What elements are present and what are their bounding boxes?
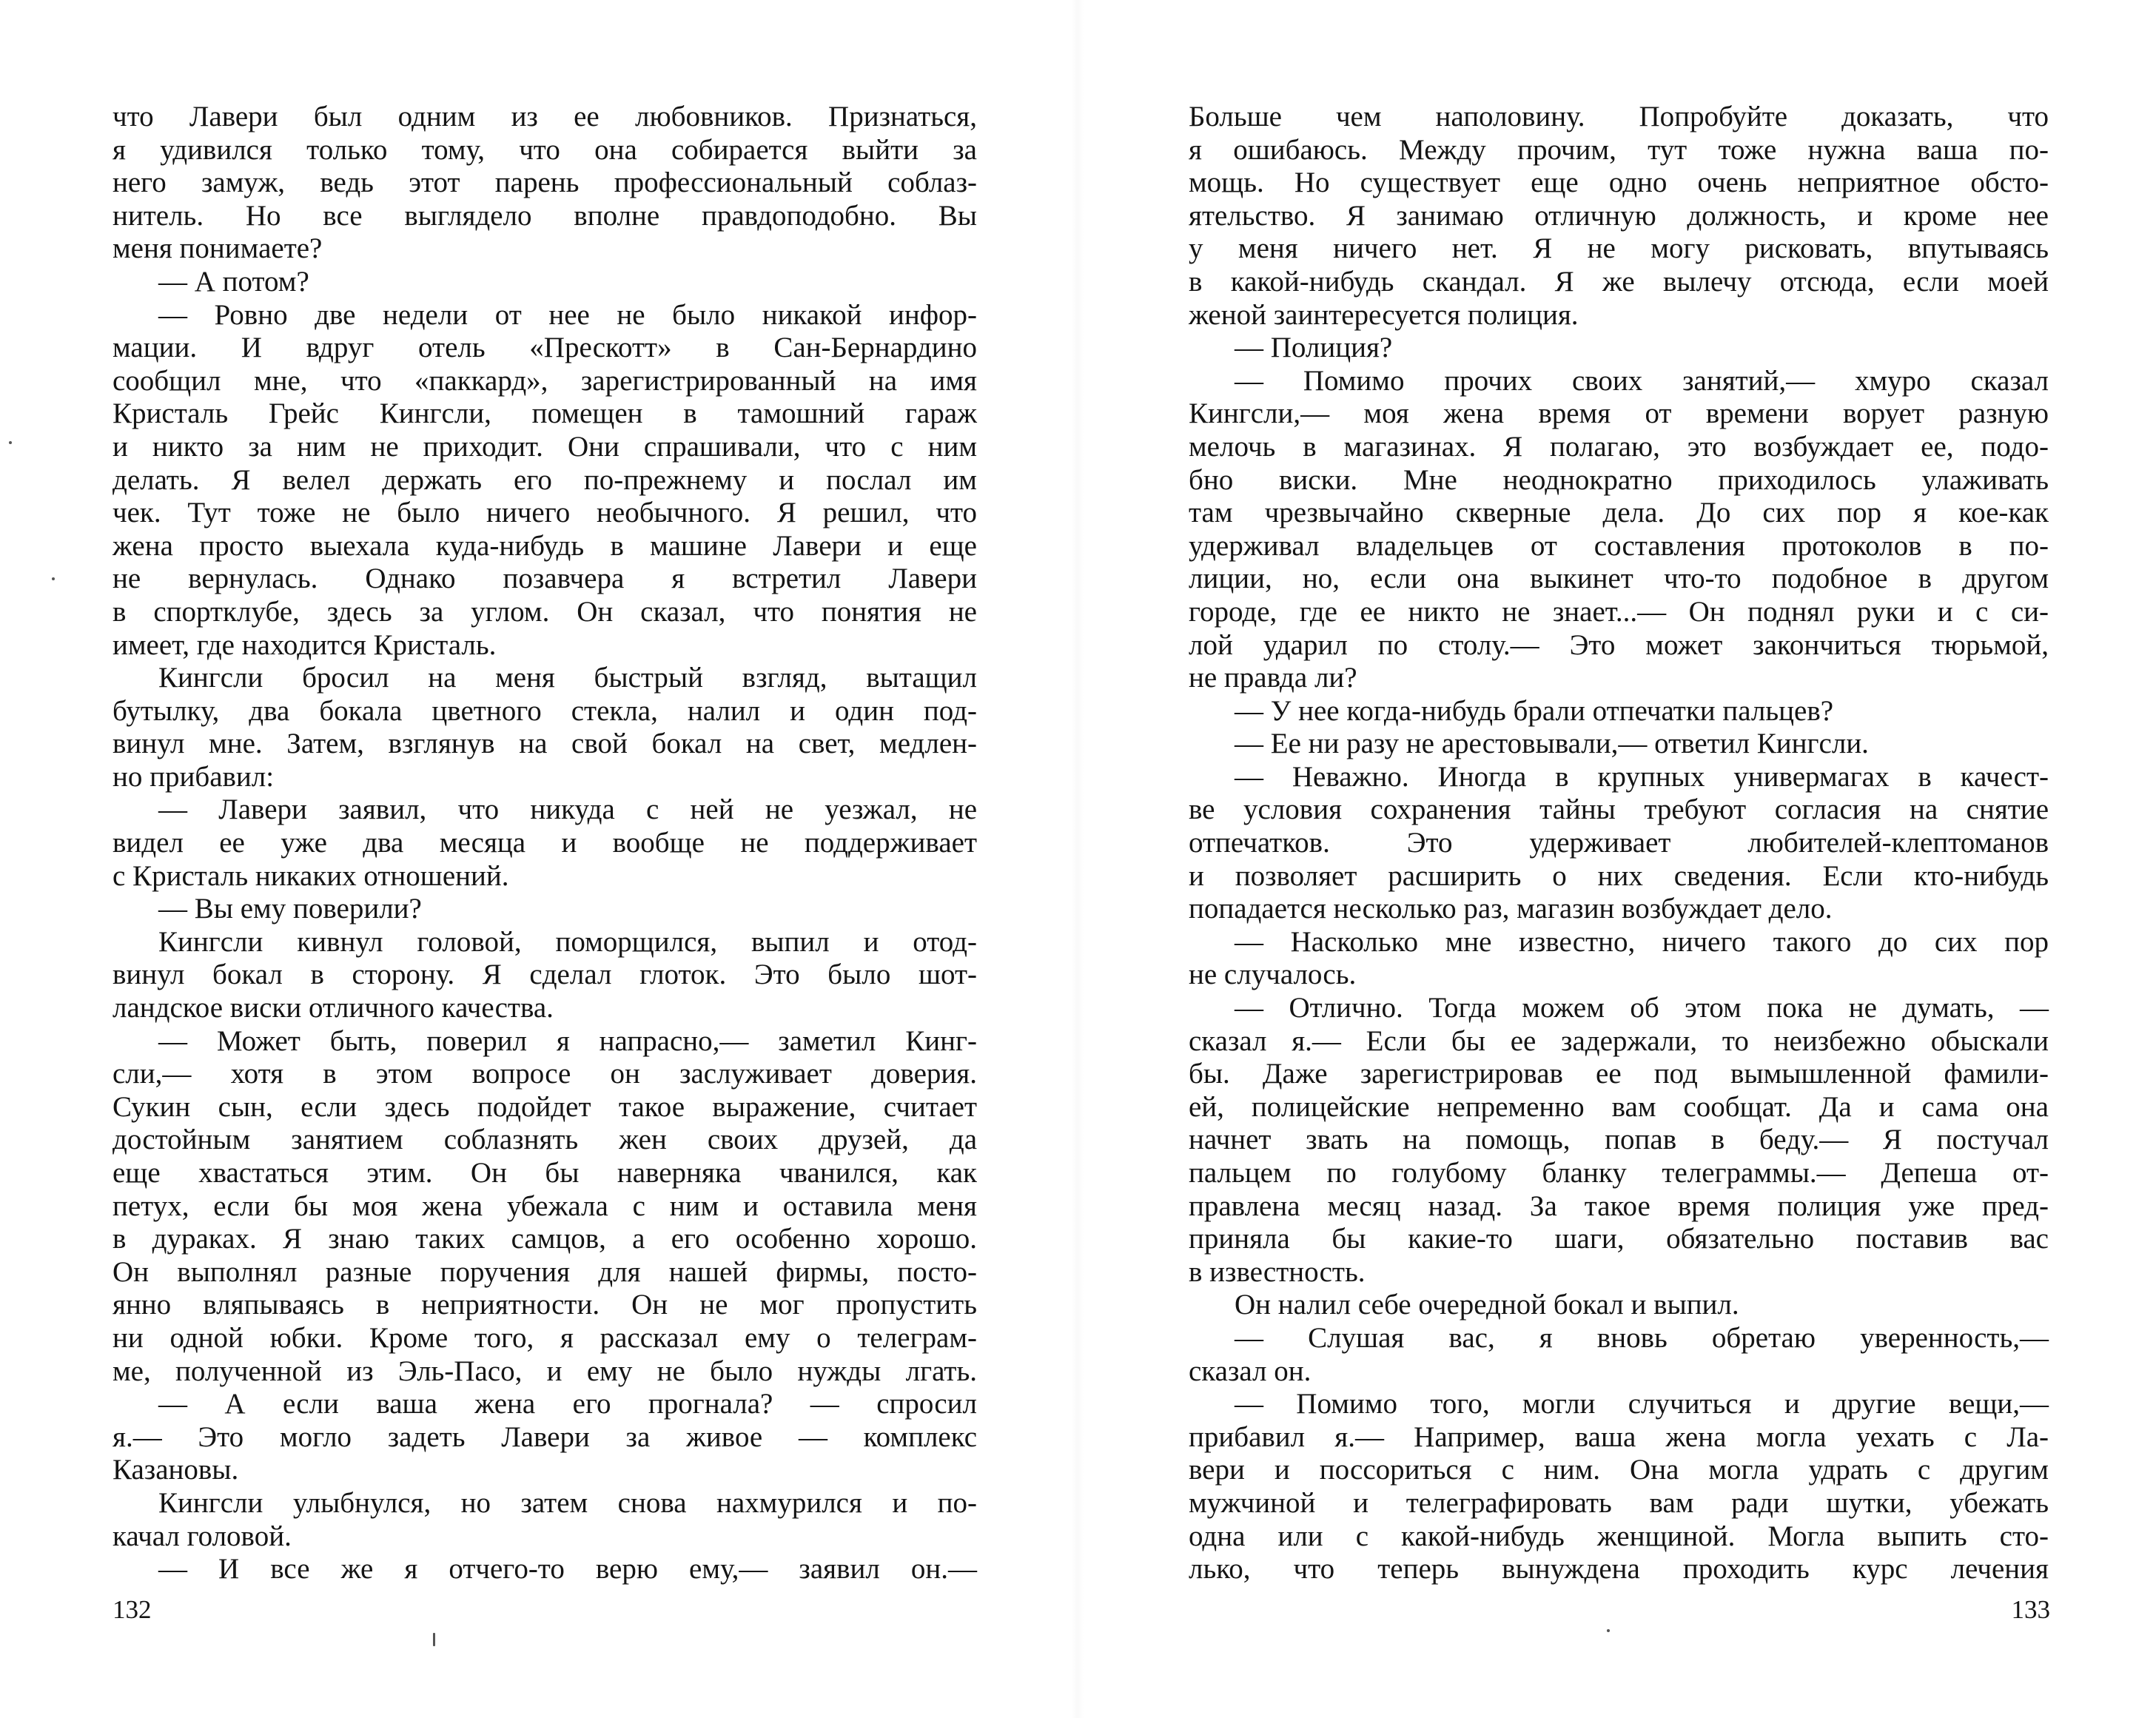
text-line: что Лавери был одним из ее любовников. Признаться, [112,101,977,132]
text-line: не случалось. [1189,959,1357,991]
text-line: еще хвастаться этим. Он бы наверняка чванился, как [112,1157,977,1189]
text-line: лой ударил по столу.— Это может закончиться тюрьмой, [1189,628,2049,661]
text-line: винул мне. Затем, взглянув на свой бокал на свет, медлен- [112,728,977,760]
text-line: не вернулась. Однако позавчера я встретил Лавери [112,563,977,595]
text-line: я ошибаюсь. Между прочим, тут тоже нужна ваша по- [1189,133,2049,166]
text-line: Кристаль Грейс Кингсли, помещен в тамошний гараж [112,397,977,430]
text-line: городе, где ее никто не знает...— Он поднял руки и с си- [1189,595,2049,628]
text-line: сказал он. [1189,1355,1312,1387]
text-line: ве условия сохранения тайны требуют согласия на снятие [1189,793,2049,826]
text-line: качал головой. [112,1520,292,1552]
scan-speck [433,1633,435,1646]
text-line: винул бокал в сторону. Я сделал глоток. Это было шот- [112,959,977,991]
text-line: но прибавил: [112,760,275,793]
left-page-number: 132 [112,1595,152,1624]
text-line: попадается несколько раз, магазин возбуждает дело. [1189,893,1833,925]
text-line: Кингсли улыбнулся, но затем снова нахмурился и по- [158,1486,977,1519]
text-line: отпечатков. Это удерживает любителей-клептоманов [1189,827,2049,859]
scan-speck [9,441,12,444]
text-line: — А потом? [158,265,309,298]
text-line: — Ровно две недели от нее не было никакой инфор- [158,298,977,331]
text-line: бно виски. Мне неоднократно приходилось улаживать [1189,463,2049,496]
text-line: у меня ничего нет. Я не могу рисковать, впутываясь [1189,232,2049,265]
text-line: удерживал владельцев от составления протоколов в по- [1189,529,2049,562]
text-line: с Кристаль никаких отношений. [112,859,509,892]
text-line: ни одной юбки. Кроме того, я рассказал ему о телеграм- [112,1321,977,1354]
text-line: Кингсли бросил на меня быстрый взгляд, вытащил [158,662,977,694]
text-line: мелочь в магазинах. Я полагаю, это возбуждает ее, подо- [1189,430,2049,463]
text-line: — Вы ему поверили? [158,893,422,925]
text-line: в какой-нибудь скандал. Я же вылечу отсюда, если моей [1189,265,2049,298]
text-line: вери и поссориться с ним. Она могла удрать с другим [1189,1454,2049,1486]
text-line: петух, если бы моя жена убежала с ним и оставила меня [112,1189,977,1222]
text-line: чек. Тут тоже не было ничего необычного. Я решил, что [112,497,977,529]
text-line: — Неважно. Иногда в крупных универмагах в качест- [1235,760,2049,793]
text-line: Кингсли кивнул головой, поморщился, выпил и отод- [158,925,977,958]
text-line: — Ее ни разу не арестовывали,— ответил Кингсли. [1235,728,1869,760]
text-line: — У нее когда-нибудь брали отпечатки пальцев? [1235,694,1834,727]
text-line: ей, полицейские непременно вам сообщат. Да и сама она [1189,1090,2049,1123]
text-line: прибавил я.— Например, ваша жена могла уехать с Ла- [1189,1420,2049,1453]
text-line: пальцем по голубому бланку телеграммы.— Депеша от- [1189,1157,2049,1189]
text-line: видел ее уже два месяца и вообще не поддерживает [112,827,977,859]
text-line: меня понимаете? [112,232,323,265]
text-line: — А если ваша жена его прогнала? — спросил [158,1388,977,1420]
text-line: — Помимо того, могли случиться и другие вещи,— [1235,1388,2049,1420]
text-line: жена просто выехала куда-нибудь в машине Лавери и еще [112,529,977,562]
text-line: ландское виски отличного качества. [112,992,554,1024]
text-line: — Насколько мне известно, ничего такого до сих пор [1235,925,2049,958]
text-line: — И все же я отчего-то верю ему,— заявил он.— [158,1553,977,1586]
text-line: не правда ли? [1189,662,1357,694]
text-line: — Полиция? [1235,332,1393,364]
text-line: и позволяет расширить о них сведения. Если кто-нибудь [1189,859,2049,892]
text-line: одна или с какой-нибудь женщиной. Могла выпить сто- [1189,1520,2049,1552]
text-line: в дураках. Я знаю таких самцов, а его особенно хорошо. [112,1223,977,1255]
text-line: приняла бы какие-то шаги, обязательно поставив вас [1189,1223,2049,1255]
text-line: Он выполнял разные поручения для нашей фирмы, посто- [112,1255,977,1288]
text-line: там чрезвычайно скверные дела. До сих пор я кое-как [1189,497,2049,529]
text-line: янно вляпываясь в неприятности. Он не мог пропустить [112,1289,977,1321]
text-line: имеет, где находится Кристаль. [112,628,497,661]
text-line: Кингсли,— моя жена время от времени ворует разную [1189,397,2049,430]
text-line: в спортклубе, здесь за углом. Он сказал, что понятия не [112,595,977,628]
text-line: мощь. Но существует еще одно очень неприятное обсто- [1189,167,2049,199]
text-line: правлена месяц назад. За такое время полиция уже пред- [1189,1189,2049,1222]
text-line: начнет звать на помощь, попав в беду.— Я постучал [1189,1124,2049,1156]
text-line: Казановы. [112,1454,239,1486]
text-line: — Слушая вас, я вновь обретаю уверенность,— [1235,1321,2049,1354]
text-line: бы. Даже зарегистрировав ее под вымышленной фамили- [1189,1058,2049,1090]
text-line: ме, полученной из Эль-Пасо, и ему не было нужды лгать. [112,1355,977,1387]
text-line: лько, что теперь вынуждена проходить курс лечения [1189,1553,2049,1586]
text-line: Больше чем наполовину. Попробуйте доказать, что [1189,101,2049,132]
text-line: — Отлично. Тогда можем об этом пока не думать, — [1235,992,2049,1024]
text-line: женой заинтересуется полиция. [1189,298,1579,331]
text-line: — Лавери заявил, что никуда с ней не уезжал, не [158,793,977,826]
text-line: сообщил мне, что «паккард», зарегистрированный на имя [112,364,977,397]
text-line: Сукин сын, если здесь подойдет такое выражение, считает [112,1090,977,1123]
text-line: нитель. Но все выглядело вполне правдоподобно. Вы [112,199,977,232]
right-page [1078,0,2156,1718]
scan-speck [52,577,55,580]
text-line: ятельство. Я занимаю отличную должность, и кроме нее [1189,199,2049,232]
text-line: и никто за ним не приходит. Они спрашивали, что с ним [112,430,977,463]
text-line: я удивился только тому, что она собирается выйти за [112,133,977,166]
text-line: в известность. [1189,1255,1366,1288]
text-line: мации. И вдруг отель «Прескотт» в Сан-Бернардино [112,332,977,364]
left-page-text [112,101,977,1586]
text-line: достойным занятием соблазнять жен своих друзей, да [112,1124,977,1156]
text-line: сказал я.— Если бы ее задержали, то неизбежно обыскали [1189,1024,2049,1057]
text-line: него замуж, ведь этот парень профессиональный соблаз- [112,167,977,199]
text-line: бутылку, два бокала цветного стекла, налил и один под- [112,694,977,727]
text-line: делать. Я велел держать его по-прежнему и послал им [112,463,977,496]
right-page-number: 133 [2011,1595,2050,1624]
text-line: — Может быть, поверил я напрасно,— заметил Кинг- [158,1024,977,1057]
text-line: мужчиной и телеграфировать вам ради шутки, убежать [1189,1486,2049,1519]
scan-speck [1607,1629,1610,1632]
text-line: — Помимо прочих своих занятий,— хмуро сказал [1235,364,2049,397]
right-page-text [1189,101,2049,1586]
text-line: лиции, но, если она выкинет что-то подобное в другом [1189,563,2049,595]
text-line: я.— Это могло задеть Лавери за живое — комплекс [112,1420,977,1453]
text-line: Он налил себе очередной бокал и выпил. [1235,1289,1739,1321]
text-line: сли,— хотя в этом вопросе он заслуживает доверия. [112,1058,977,1090]
